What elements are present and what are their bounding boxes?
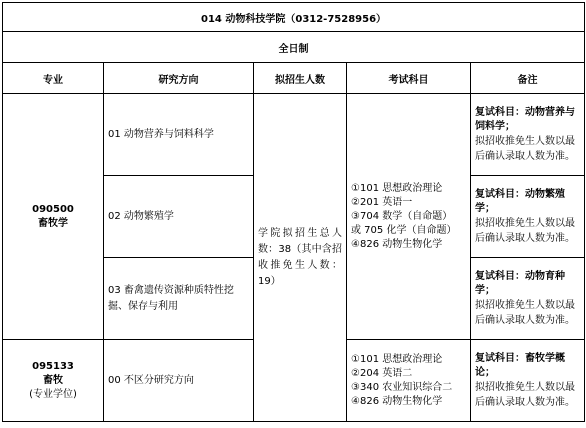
header-direction: 研究方向 [104,63,254,94]
note-text: 拟招收推免生人数以最后确认录取人数为准。 [475,381,575,408]
header-quota: 拟招生人数 [254,63,347,94]
major-code: 095133 [32,360,74,372]
degree-type: (专业学位) [29,388,77,400]
retest-subject: 复试科目：动物繁殖学； [475,188,565,214]
exam-subject: ①101 思想政治理论 [351,353,443,365]
note-cell [471,176,585,258]
header-notes: 备注 [471,63,585,94]
title-row [3,3,585,32]
exam-subject: ③340 农业知识综合二 [351,381,453,393]
major-name: 畜牧学 [38,217,68,229]
direction-row [3,94,585,176]
exam-subject: ③704 数学（自命题） [351,210,453,222]
research-direction: 03 畜禽遗传资源种质特性挖掘、保存与利用 [104,258,254,340]
quota-cell: 学院拟招生总人数：38（其中含招收推免生人数：19） [254,94,347,422]
retest-subject: 复试科目：畜牧学概论； [475,352,565,378]
major-code: 090500 [32,203,74,215]
research-direction: 02 动物繁殖学 [104,176,254,258]
admissions-table [2,2,585,422]
school-title: 014 动物科技学院（0312-7528956） [3,3,585,32]
exam-subject: ②201 英语一 [351,196,413,208]
program-type: 全日制 [3,32,585,63]
exam-subject: ②204 英语二 [351,367,413,379]
exam-subject: ④826 动物生物化学 [351,238,443,250]
note-text: 拟招收推免生人数以最后确认录取人数为准。 [475,135,575,162]
exam-subjects [347,94,471,340]
research-direction: 00 不区分研究方向 [104,340,254,422]
major-cell [3,340,104,422]
program-type-row [3,32,585,63]
exam-subject: 或 705 化学（自命题） [351,224,457,236]
note-cell [471,258,585,340]
retest-subject: 复试科目：动物育种学； [475,270,565,296]
header-row [3,63,585,94]
research-direction: 01 动物营养与饲料科学 [104,94,254,176]
major-cell [3,94,104,340]
note-text: 拟招收推免生人数以最后确认录取人数为准。 [475,217,575,244]
header-exam: 考试科目 [347,63,471,94]
note-text: 拟招收推免生人数以最后确认录取人数为准。 [475,299,575,326]
exam-subject: ①101 思想政治理论 [351,182,443,194]
note-cell [471,94,585,176]
exam-subject: ④826 动物生物化学 [351,395,443,407]
major-name: 畜牧 [43,374,63,386]
retest-subject: 复试科目：动物营养与饲料学； [475,106,575,132]
header-major: 专业 [3,63,104,94]
exam-subjects [347,340,471,422]
note-cell [471,340,585,422]
